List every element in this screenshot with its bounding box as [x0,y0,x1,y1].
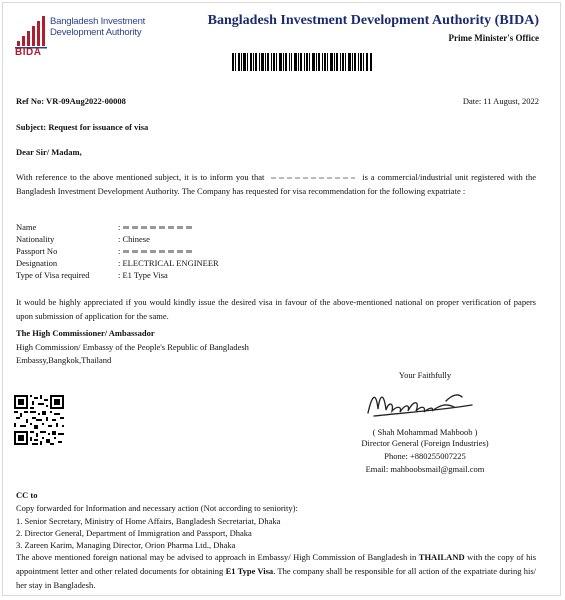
cc-item: 3. Zareen Karim, Managing Director, Orion Pharma Ltd., Dhaka [16,540,236,550]
cc-intro: Copy forwarded for Information and necessary action (Not according to seniority): [16,503,298,513]
handwritten-signature [362,383,482,423]
visa-type: E1 Type Visa [225,566,274,576]
cc-item: 2. Director General, Department of Immigration and Passport, Dhaka [16,528,252,538]
cc-item: 1. Senior Secretary, Ministry of Home Affairs, Bangladesh Secretariat, Dhaka [16,516,281,526]
signatory-email: Email: mahboobsmail@gmail.com [365,464,485,474]
detail-row: Designation : ELECTRICAL ENGINEER [16,258,219,268]
detail-row: Passport No : [16,245,219,257]
detail-row: Nationality : Chinese [16,234,150,244]
logo-mark-icon [15,16,47,49]
signatory-designation: Director General (Foreign Industries) [361,438,489,448]
salutation: Dear Sir/ Madam, [16,147,82,157]
detail-row: Type of Visa required : E1 Type Visa [16,270,168,280]
signatory-phone: Phone: +880255007225 [384,451,466,461]
redacted-company-name [267,174,359,183]
qr-code-icon [14,395,64,445]
recipient-address-line: High Commission/ Embassy of the People's Republic of Bangladesh [16,342,249,352]
reference-number: Ref No: VR-09Aug2022-00008 [16,96,126,106]
signatory-name: ( Shah Mohammad Mahboob ) [372,427,478,437]
closing: Your Faithfully [398,370,452,380]
recipient-address-line: Embassy,Bangkok,Thailand [16,355,112,365]
redacted-passport-number [123,248,193,256]
expatriate-details-table [16,221,219,281]
org-subtitle: Prime Minister's Office [448,33,539,43]
intro-paragraph: With reference to the above mentioned subject, it is to inform you that is a commercial/industrial unit registered with the Bangladesh Investment Development Authority. The Company has requested for visa recommendation for the following expatriate : [16,172,537,196]
logo-text: Bangladesh Investment Development Authority [50,16,146,38]
barcode-icon [232,53,372,71]
request-paragraph: It would be highly appreciated if you would kindly issue the desired visa in favour of the above-mentioned national on proper verification of papers upon submission of application for the same. [16,297,536,321]
recipient-title: The High Commissioner/ Ambassador [16,328,155,338]
cc-title: CC to [16,490,38,500]
org-title: Bangladesh Investment Development Authority (BIDA) [207,13,539,28]
detail-row: Name : [16,221,219,233]
redacted-name [123,224,193,232]
subject-line: Subject: Request for issuance of visa [16,122,149,132]
destination-country: THAILAND [418,552,465,562]
logo-mark-text: BIDA [15,47,42,58]
closing-paragraph: The above mentioned foreign national may be advised to approach in Embassy/ High Commission of Bangladesh in THAILAND with the copy of his appointment letter and other related documents for obtaining E1 Type Visa. The company shall be responsible for all action of the expatriate during his/ her stay in Bangladesh. [16,552,536,590]
letter-date: Date: 11 August, 2022 [462,96,539,106]
